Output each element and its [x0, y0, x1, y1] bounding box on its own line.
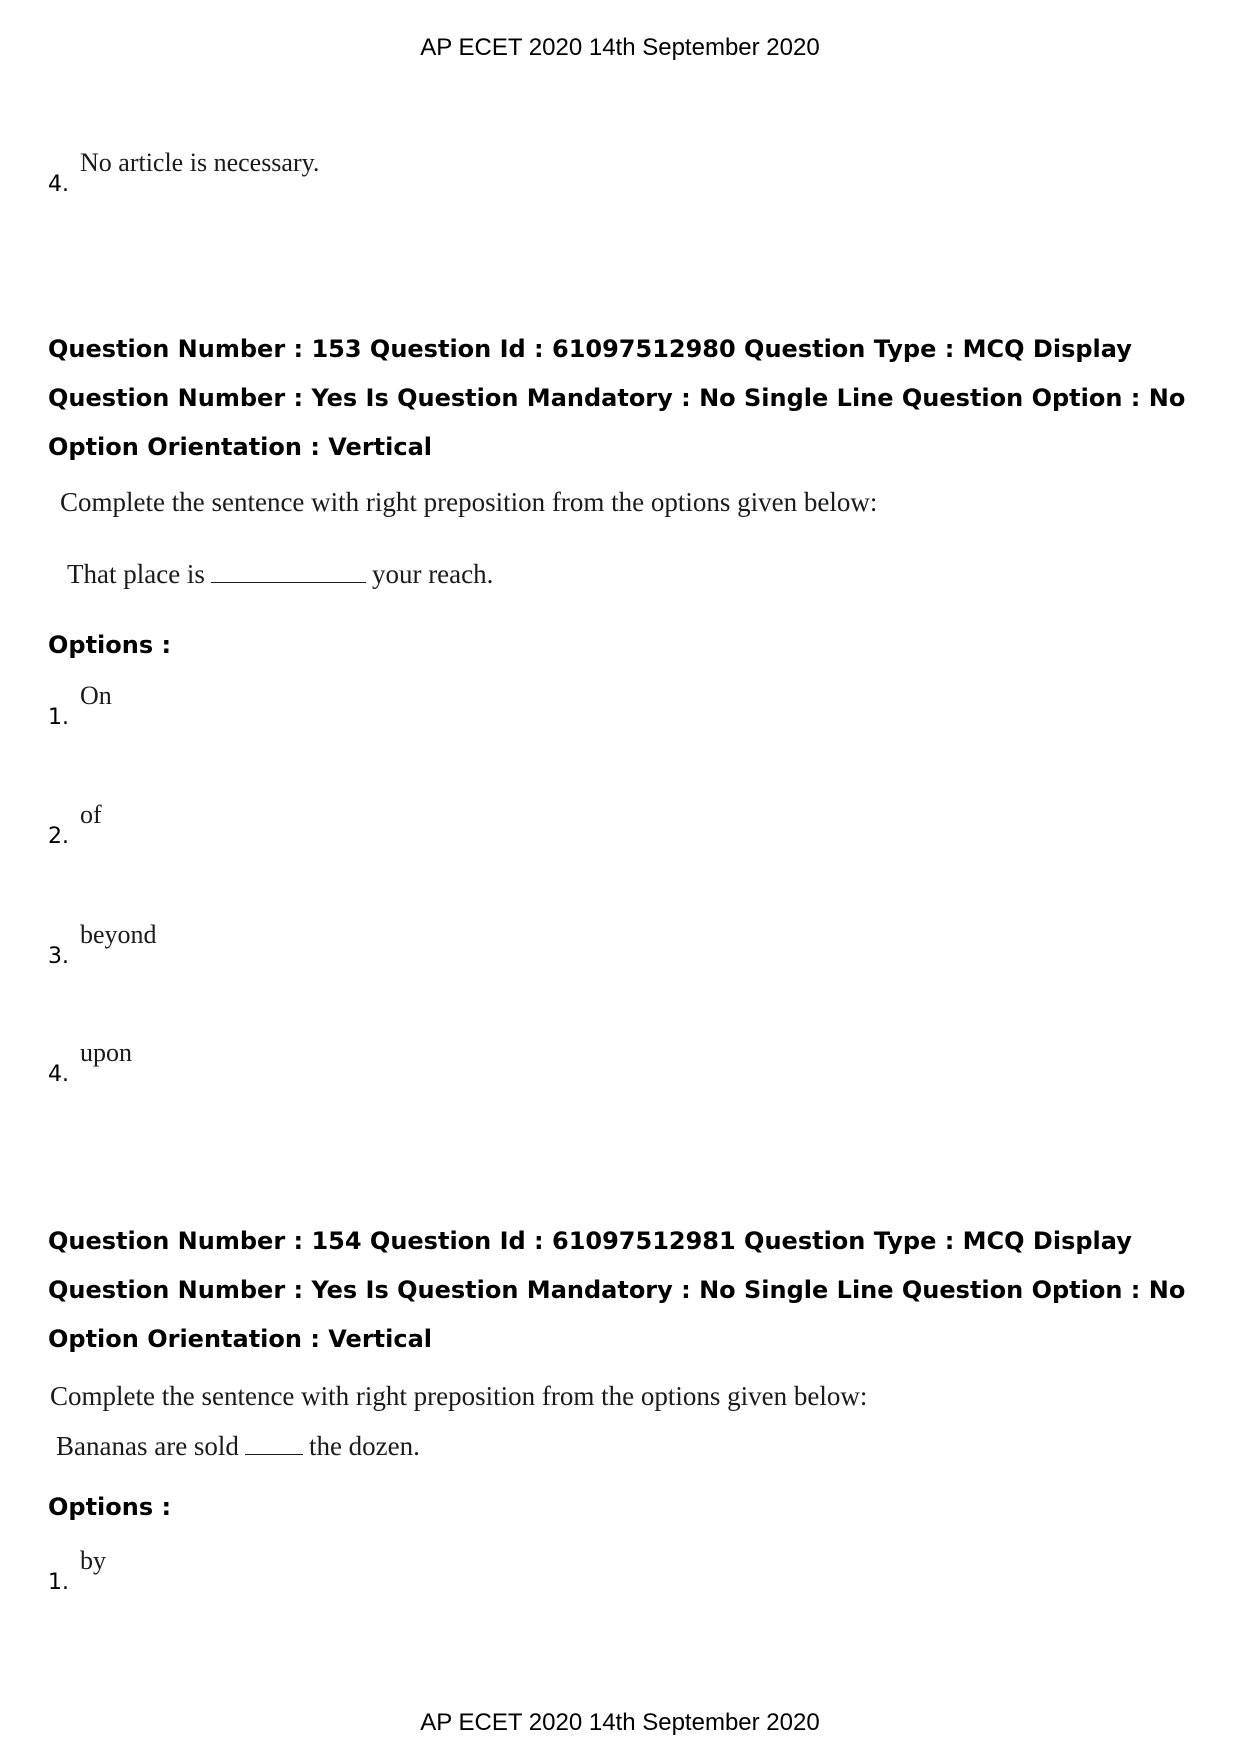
option-number: 3. [48, 944, 69, 969]
page-footer: AP ECET 2020 14th September 2020 [420, 1709, 820, 1736]
option-text: beyond [80, 920, 157, 949]
option-item [48, 681, 648, 731]
question-sentence-154 [56, 1430, 420, 1462]
options-label-153: Options : [48, 631, 172, 659]
sentence-part-before: That place is [67, 559, 205, 589]
option-item [48, 148, 648, 198]
question-instruction-154: Complete the sentence with right preposition from the options given below: [50, 1381, 868, 1411]
options-label-154: Options : [48, 1493, 172, 1521]
option-number: 4. [48, 172, 69, 197]
option-item [48, 1546, 648, 1596]
question-instruction-153: Complete the sentence with right preposition from the options given below: [60, 487, 878, 517]
sentence-part-after: your reach. [371, 559, 494, 589]
option-text: by [80, 1546, 106, 1575]
sentence-blank [245, 1432, 303, 1455]
option-number: 4. [48, 1062, 69, 1087]
option-item [48, 800, 648, 850]
option-text: No article is necessary. [80, 148, 320, 177]
option-item [48, 1038, 648, 1088]
option-text: upon [80, 1038, 132, 1067]
sentence-blank [211, 560, 366, 583]
page-header: AP ECET 2020 14th September 2020 [420, 34, 820, 61]
sentence-part-before: Bananas are sold [56, 1431, 239, 1461]
question-meta-153: Question Number : 153 Question Id : 61097512980 Question Type : MCQ Display Question Number : Yes Is Question Mandatory : No Single Line Question Option : No Option Orientation : Vertical [48, 335, 1186, 461]
option-text: of [80, 800, 102, 829]
sentence-part-after: the dozen. [308, 1431, 420, 1461]
question-meta-154: Question Number : 154 Question Id : 61097512981 Question Type : MCQ Display Question Number : Yes Is Question Mandatory : No Single Line Question Option : No Option Orientation : Vertical [48, 1227, 1186, 1353]
option-item [48, 920, 648, 970]
option-number: 1. [48, 705, 69, 730]
option-text: On [80, 681, 112, 710]
option-number: 1. [48, 1570, 69, 1595]
option-number: 2. [48, 824, 69, 849]
question-sentence-153 [67, 558, 493, 590]
